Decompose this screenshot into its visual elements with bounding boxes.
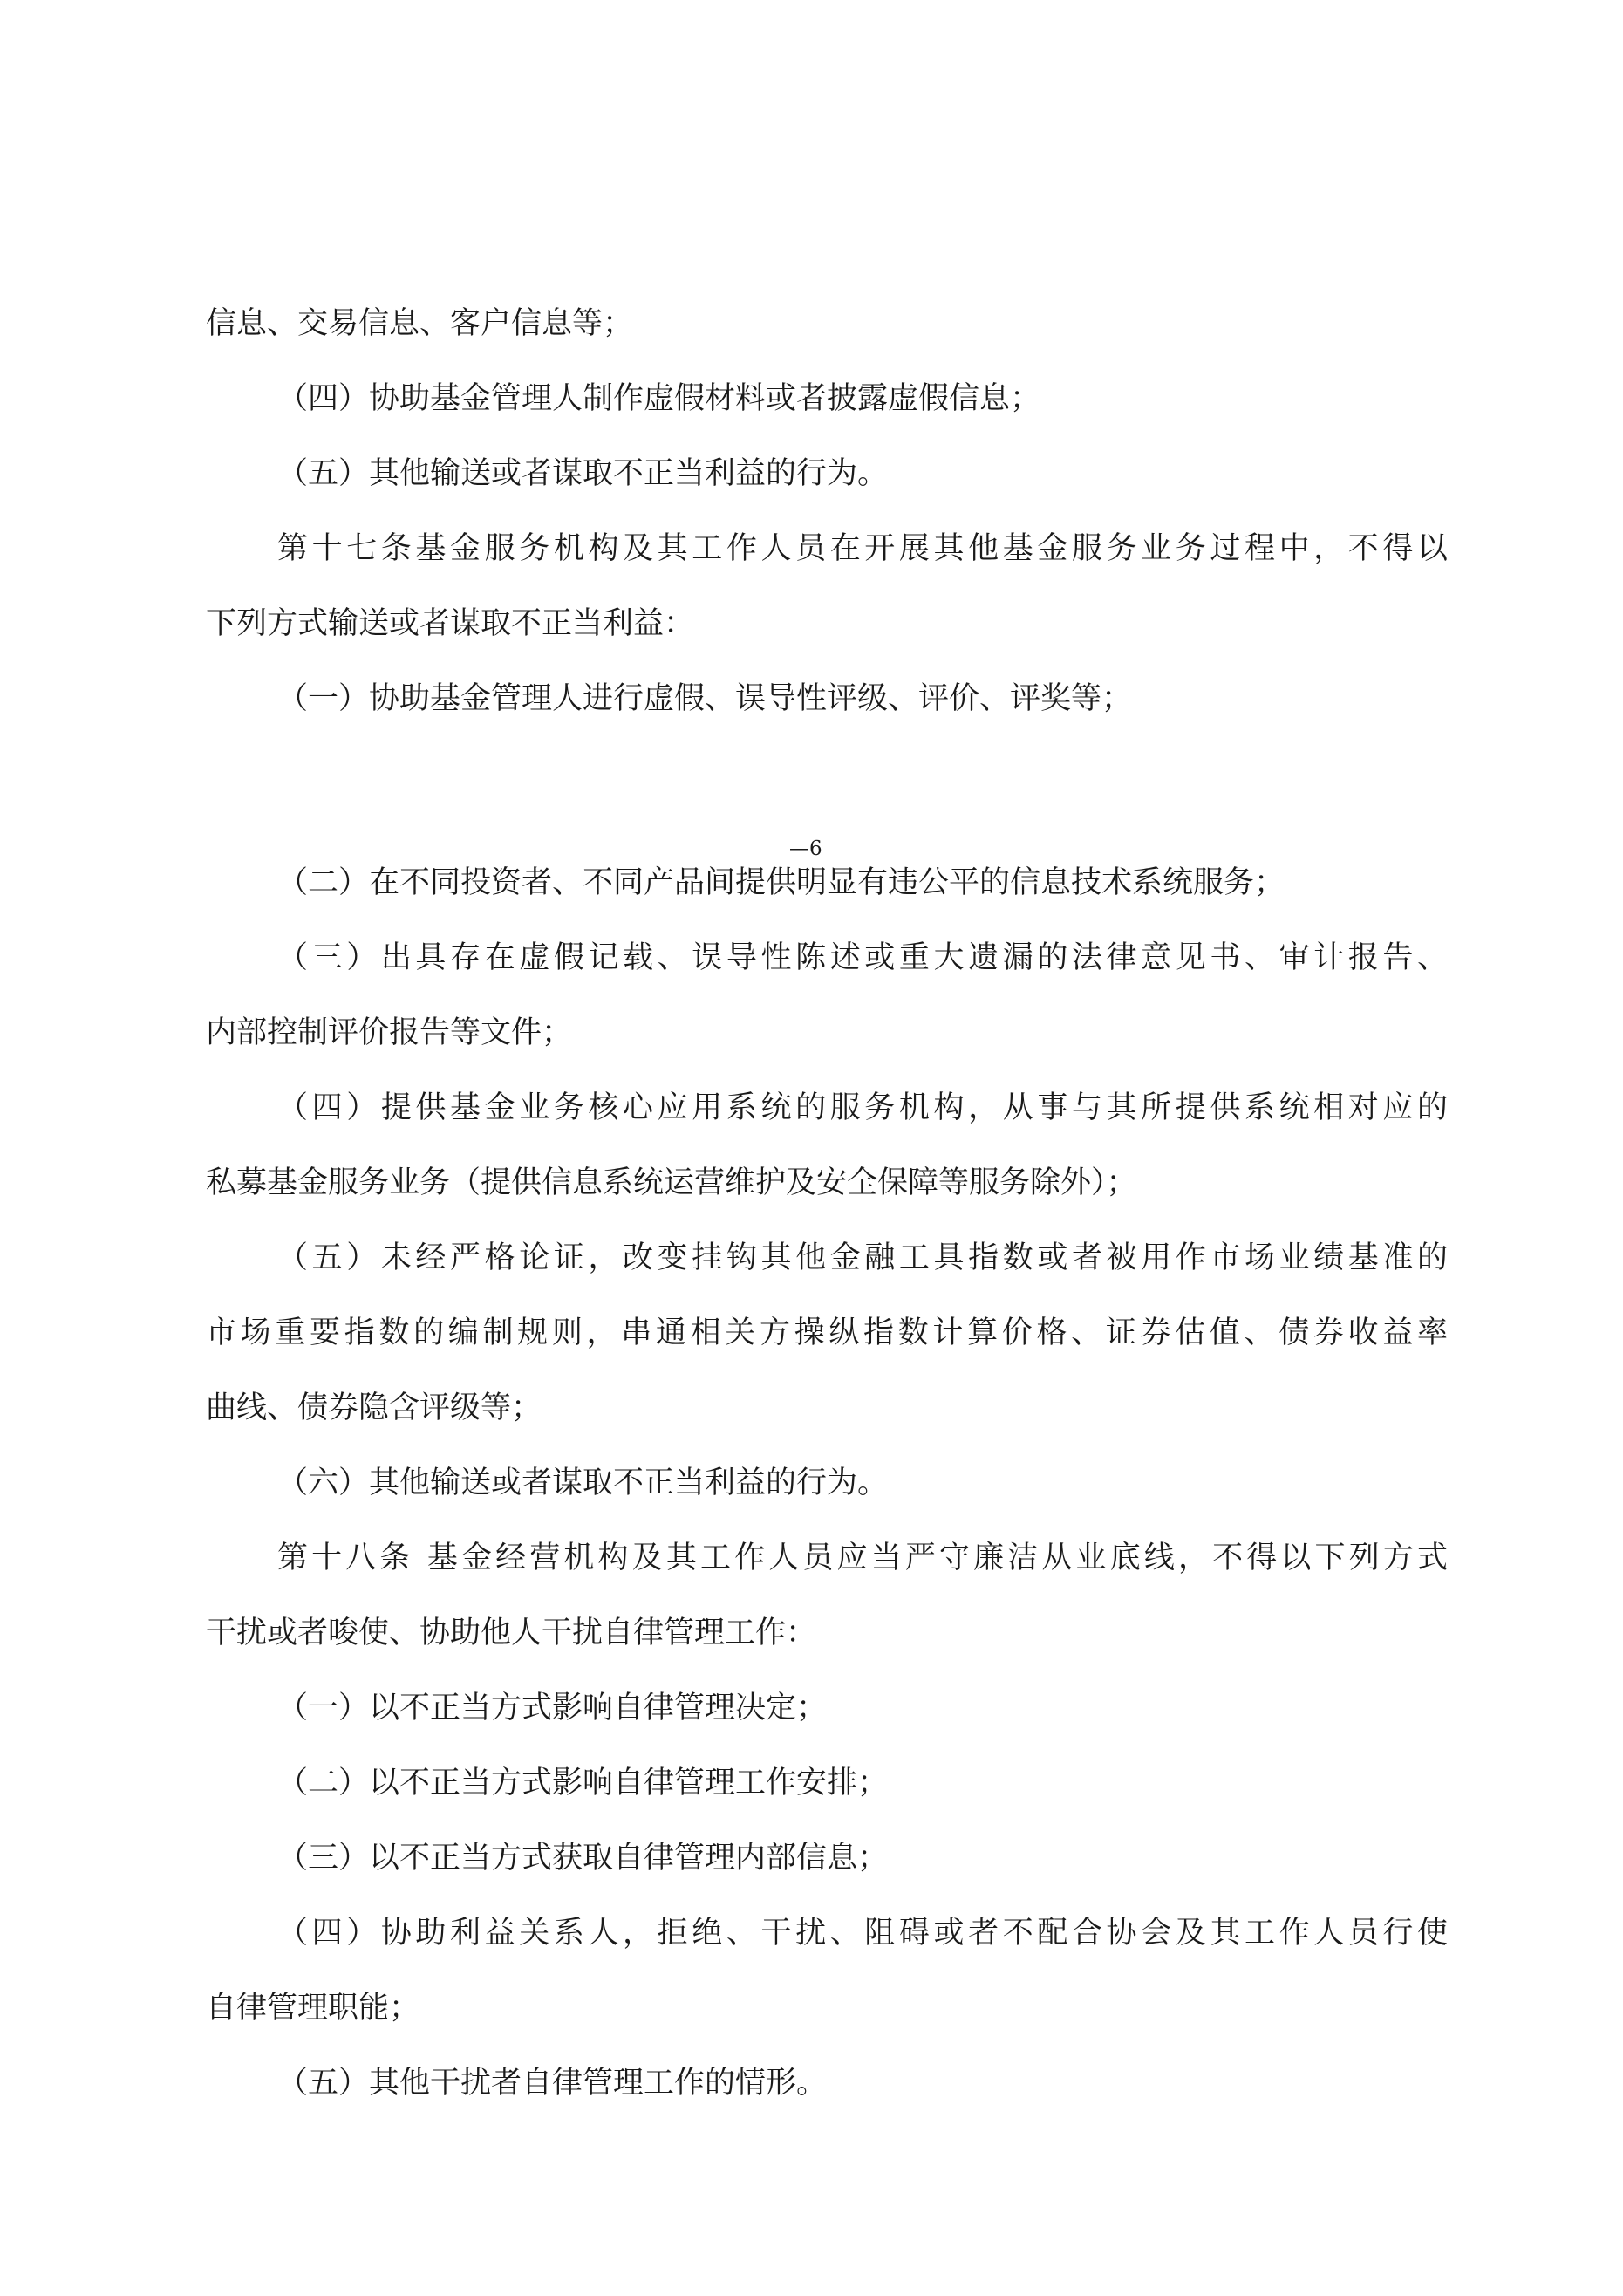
text-line: （四）协助利益关系人，拒绝、干扰、阻碍或者不配合协会及其工作人员行使 xyxy=(277,1916,1448,1951)
text-line: （一）以不正当方式影响自律管理决定； xyxy=(277,1691,828,1725)
page-number: —6 xyxy=(789,837,822,860)
text-line: 干扰或者唆使、协助他人干扰自律管理工作： xyxy=(206,1616,817,1650)
text-line: （五）其他干扰者自律管理工作的情形。 xyxy=(277,2066,828,2101)
text-line: （五）其他输送或者谋取不正当利益的行为。 xyxy=(277,456,889,491)
text-line: （四）协助基金管理人制作虚假材料或者披露虚假信息； xyxy=(277,381,1041,416)
text-line: 市场重要指数的编制规则，串通相关方操纵指数计算价格、证券估值、债券收益率 xyxy=(206,1315,1448,1350)
text-line: （三）出具存在虚假记载、误导性陈述或重大遗漏的法律意见书、审计报告、 xyxy=(277,940,1448,975)
text-line: 第十八条 基金经营机构及其工作人员应当严守廉洁从业底线，不得以下列方式 xyxy=(277,1541,1448,1575)
text-line: 内部控制评价报告等文件； xyxy=(206,1015,573,1050)
text-line: 下列方式输送或者谋取不正当利益： xyxy=(206,606,695,641)
text-line: （四）提供基金业务核心应用系统的服务机构，从事与其所提供系统相对应的 xyxy=(277,1090,1448,1125)
text-line: 第十七条基金服务机构及其工作人员在开展其他基金服务业务过程中，不得以 xyxy=(277,531,1448,566)
text-line: 自律管理职能； xyxy=(206,1991,420,2026)
text-line: （三）以不正当方式获取自律管理内部信息； xyxy=(277,1841,889,1876)
text-line: （五）未经严格论证，改变挂钩其他金融工具指数或者被用作市场业绩基准的 xyxy=(277,1240,1448,1275)
text-line: 私募基金服务业务（提供信息系统运营维护及安全保障等服务除外）； xyxy=(206,1165,1137,1200)
text-line: （一）协助基金管理人进行虚假、误导性评级、评价、评奖等； xyxy=(277,681,1133,716)
text-line: 信息、交易信息、客户信息等； xyxy=(206,306,634,341)
text-line: （六）其他输送或者谋取不正当利益的行为。 xyxy=(277,1466,889,1500)
text-line: 曲线、债券隐含评级等； xyxy=(206,1391,542,1425)
text-line: （二）在不同投资者、不同产品间提供明显有违公平的信息技术系统服务； xyxy=(277,865,1285,900)
text-line: （二）以不正当方式影响自律管理工作安排； xyxy=(277,1766,889,1801)
